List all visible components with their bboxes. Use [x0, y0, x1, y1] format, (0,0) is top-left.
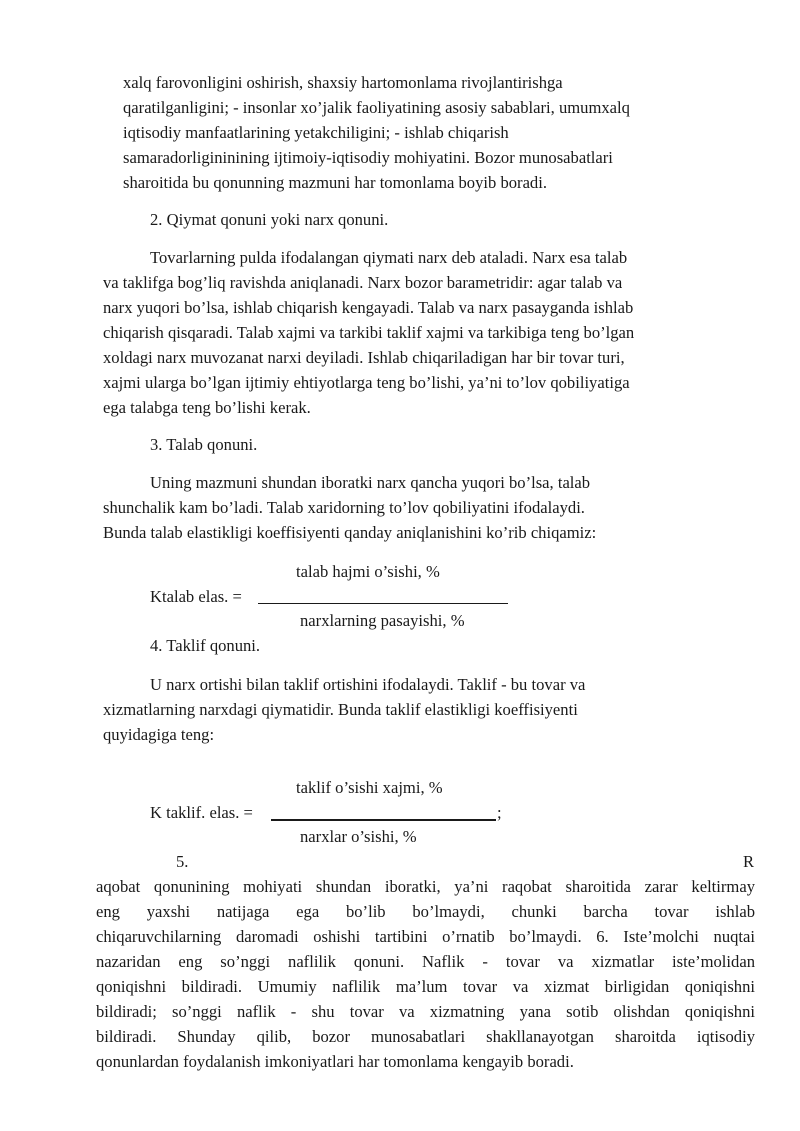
formula-terminator: ; [497, 803, 502, 822]
paragraph-line: xalq farovonligini oshirish, shaxsiy hartomonlama rivojlantirishga [123, 73, 563, 92]
paragraph-line: nazaridan eng so’nggi naflilik qonuni. Naflik - tovar va xizmatlar iste’molidan [96, 952, 755, 971]
paragraph-line: qaratilganligini; - insonlar xo’jalik faoliyatining asosiy sabablari, umumxalq [123, 98, 630, 117]
paragraph-line: xajmi ularga bo’lgan ijtimiy ehtiyotlarga teng bo’lishi, ya’ni to’lov qobiliyatiga [103, 373, 630, 392]
paragraph-line: aqobat qonunining mohiyati shundan iboratki, ya’ni raqobat sharoitida zarar keltirmay [96, 877, 755, 896]
fraction-bar [258, 603, 508, 604]
paragraph-line: samaradorligininining ijtimoiy-iqtisodiy mohiyatini. Bozor munosabatlari [123, 148, 613, 167]
section-initial-letter: R [743, 852, 755, 871]
paragraph-line: eng yaxshi natijaga ega bo’lib bo’lmaydi, chunki barcha tovar ishlab [96, 902, 755, 921]
paragraph-line: Bunda talab elastikligi koeffisiyenti qanday aniqlanishini ko’rib chiqamiz: [103, 523, 597, 542]
section-heading: 4. Taklif qonuni. [150, 636, 261, 655]
paragraph-line: bildiradi; so’nggi naflik - shu tovar va xizmatning yana sotib olishdan qoniqishni [96, 1002, 755, 1021]
paragraph-line: ega talabga teng bo’lishi kerak. [103, 398, 311, 417]
formula-numerator: talab hajmi o’sishi, % [296, 562, 440, 581]
section-number: 5. [176, 852, 189, 871]
paragraph-line: qonunlardan foydalanish imkoniyatlari har tomonlama kengayib boradi. [96, 1052, 574, 1071]
paragraph-line: shunchalik kam bo’ladi. Talab xaridorning to’lov qobiliyatini ifodalaydi. [103, 498, 585, 517]
paragraph-line: qoniqishni bildiradi. Umumiy naflilik ma’lum tovar va xizmat birligidan qoniqishni [96, 977, 755, 996]
formula-numerator: taklif o’sishi xajmi, % [296, 778, 443, 797]
paragraph-line: sharoitida bu qonunning mazmuni har tomonlama boyib boradi. [123, 173, 547, 192]
paragraph-line: chiqarish qisqaradi. Talab xajmi va tarkibi taklif xajmi va tarkibiga teng bo’lgan [103, 323, 635, 342]
paragraph-line: chiqaruvchilarning daromadi oshishi tartibini o’rnatib bo’lmaydi. 6. Iste’molchi nuqtai [96, 927, 755, 946]
formula-lhs: Ktalab elas. = [150, 587, 242, 606]
paragraph-line: iqtisodiy manfaatlarining yetakchiligini; - ishlab chiqarish [123, 123, 509, 142]
formula-denominator: narxlarning pasayishi, % [300, 611, 465, 630]
paragraph-line: U narx ortishi bilan taklif ortishini ifodalaydi. Taklif - bu tovar va [150, 675, 586, 694]
paragraph-line: quyidagiga teng: [103, 725, 215, 744]
paragraph-line: Uning mazmuni shundan iboratki narx qancha yuqori bo’lsa, talab [150, 473, 591, 492]
paragraph-line: va taklifga bog’liq ravishda aniqlanadi. Narx bozor barametridir: agar talab va [103, 273, 623, 292]
formula-denominator: narxlar o’sishi, % [300, 827, 417, 846]
paragraph-line: narx yuqori bo’lsa, ishlab chiqarish kengayadi. Talab va narx pasayganda ishlab [103, 298, 634, 317]
formula-lhs: K taklif. elas. = [150, 803, 253, 822]
section-heading: 2. Qiymat qonuni yoki narx qonuni. [150, 210, 389, 229]
paragraph-line: Tovarlarning pulda ifodalangan qiymati narx deb ataladi. Narx esa talab [150, 248, 628, 267]
fraction-bar [271, 819, 496, 821]
paragraph-line: bildiradi. Shunday qilib, bozor munosabatlari shakllanayotgan sharoitda iqtisodiy [96, 1027, 755, 1046]
section-heading: 3. Talab qonuni. [150, 435, 258, 454]
paragraph-line: xoldagi narx muvozanat narxi deyiladi. Ishlab chiqariladigan har bir tovar turi, [103, 348, 625, 367]
paragraph-line: xizmatlarning narxdagi qiymatidir. Bunda taklif elastikligi koeffisiyenti [103, 700, 578, 719]
